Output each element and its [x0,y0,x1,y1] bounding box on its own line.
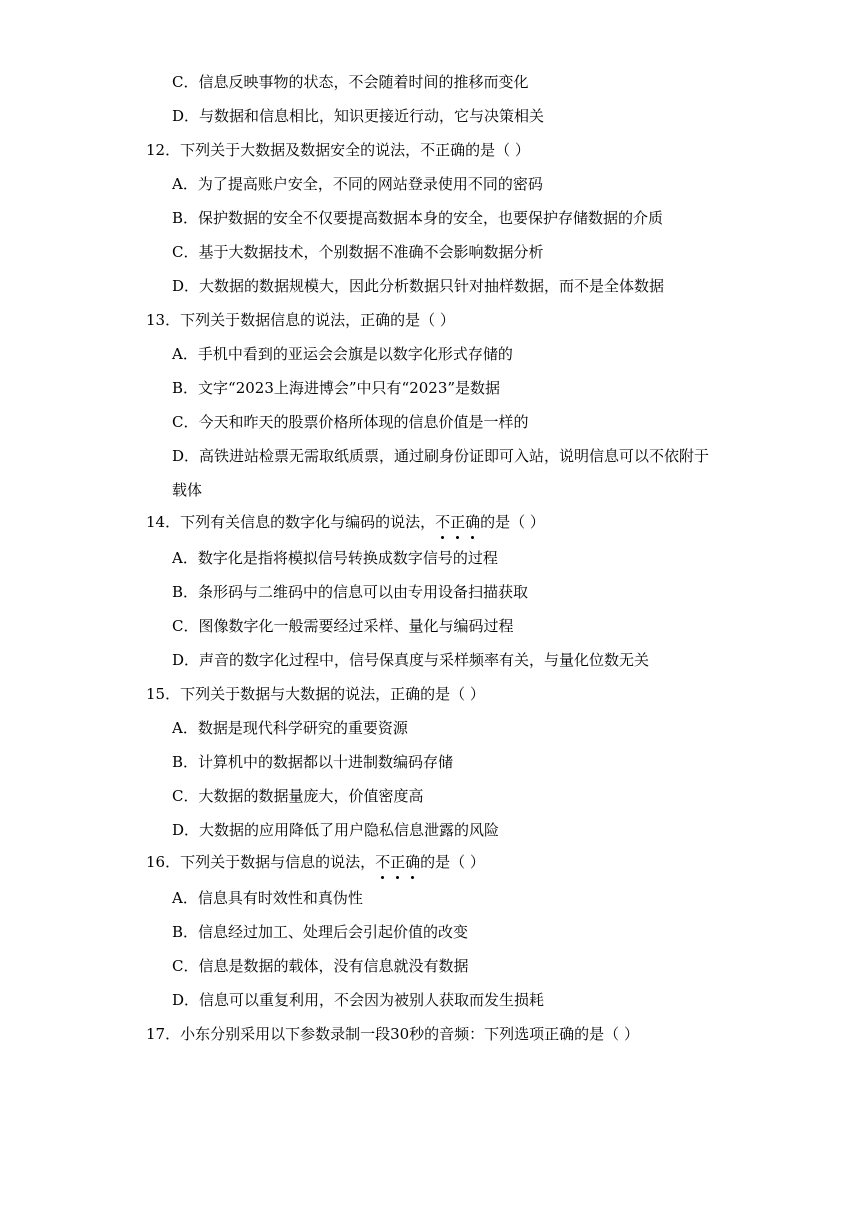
question-14-text-end: 的是（ ） [480,513,545,531]
question-14-text-start: 14．下列有关信息的数字化与编码的说法， [146,513,436,531]
q14-option-c: C．图像数字化一般需要经过采样、量化与编码过程 [172,617,514,635]
q16-option-b: B．信息经过加工、处理后会引起价值的改变 [172,923,469,941]
question-16-text-end: 的是（ ） [420,853,485,871]
question-17: 17．小东分别采用以下参数录制一段30秒的音频：下列选项正确的是（ ） [146,1025,639,1043]
q13-option-d: D．高铁进站检票无需取纸质票，通过刷身份证即可入站，说明信息可以不依附于 [172,447,710,465]
q15-option-b: B．计算机中的数据都以十进制数编码存储 [172,753,454,771]
q12-option-d: D．大数据的数据规模大，因此分析数据只针对抽样数据，而不是全体数据 [172,277,665,295]
question-15: 15．下列关于数据与大数据的说法，正确的是（ ） [146,685,485,703]
emphasis-char: 正 [450,513,466,531]
emphasis-char: 不 [375,853,391,871]
q15-option-d: D．大数据的应用降低了用户隐私信息泄露的风险 [172,821,500,839]
question-16 [146,852,485,872]
emphasis-char: 正 [390,853,406,871]
q15-option-c: C．大数据的数据量庞大，价值密度高 [172,787,424,805]
q16-option-c: C．信息是数据的载体，没有信息就没有数据 [172,957,469,975]
q13-option-d-continued: 载体 [172,481,203,499]
q13-option-c: C．今天和昨天的股票价格所体现的信息价值是一样的 [172,413,529,431]
question-14 [146,512,545,532]
q15-option-a: A．数据是现代科学研究的重要资源 [172,719,408,737]
q12-option-b: B．保护数据的安全不仅要提高数据本身的安全，也要保护存储数据的介质 [172,209,664,227]
q14-option-d: D．声音的数字化过程中，信号保真度与采样频率有关，与量化位数无关 [172,651,650,669]
q13-option-a: A．手机中看到的亚运会会旗是以数字化形式存储的 [172,345,513,363]
q11-option-d: D．与数据和信息相比，知识更接近行动，它与决策相关 [172,107,545,125]
question-13: 13．下列关于数据信息的说法，正确的是（ ） [146,311,455,329]
emphasis-char: 不 [435,513,451,531]
question-16-text-start: 16．下列关于数据与信息的说法， [146,853,376,871]
q11-option-c: C．信息反映事物的状态，不会随着时间的推移而变化 [172,73,529,91]
question-12: 12．下列关于大数据及数据安全的说法，不正确的是（ ） [146,141,530,159]
q16-option-d: D．信息可以重复利用，不会因为被别人获取而发生损耗 [172,991,545,1009]
q12-option-c: C．基于大数据技术，个别数据不准确不会影响数据分析 [172,243,544,261]
emphasis-char: 确 [405,853,421,871]
q16-option-a: A．信息具有时效性和真伪性 [172,889,363,907]
emphasis-char: 确 [465,513,481,531]
q12-option-a: A．为了提高账户安全，不同的网站登录使用不同的密码 [172,175,543,193]
q14-option-b: B．条形码与二维码中的信息可以由专用设备扫描获取 [172,583,529,601]
q14-option-a: A．数字化是指将模拟信号转换成数字信号的过程 [172,549,498,567]
q13-option-b: B．文字“2023上海进博会”中只有“2023”是数据 [172,379,501,397]
